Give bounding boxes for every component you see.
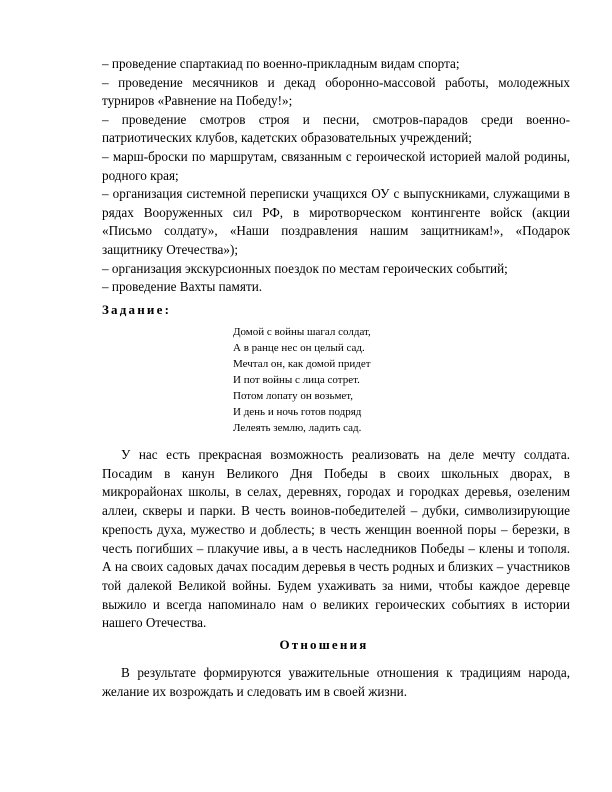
list-item: – проведение смотров строя и песни, смотров-парадов среди военно-патриотических клубов, кадетских образовательных учреждений; (102, 111, 570, 146)
list-item: – проведение спартакиад по военно-прикладным видам спорта; (102, 56, 460, 71)
poem-line: И пот войны с лица сотрет. (233, 374, 360, 386)
main-paragraph: У нас есть прекрасная возможность реализовать на деле мечту солдата. Посадим в канун Великого Дня Победы в своих школьных дворах, в микрорайонах школы, в селах, деревнях, городах и городках деревья, озеленим аллеи, скверы и парки. В честь воинов-победителей – дубки, символизирующие крепость духа, мужество и доблесть; в честь женщин военной поры – березки, в честь погибших – плакучие ивы, а в честь наследников Победы – клены и тополя. А на своих садовых дачах посадим деревья в честь родных и близких – участников той далекой Великой войны. Будем ухаживать за ними, чтобы каждое деревце выжило и всегда напоминало нам о великих героических событиях в истории нашего Отечества. (102, 447, 570, 631)
poem-line: Лелеять землю, ладить сад. (233, 422, 362, 434)
poem-line: Домой с войны шагал солдат, (233, 326, 371, 338)
list-item: – организация системной переписки учащихся ОУ с выпускниками, служащими в рядах Вооруженных сил РФ, в миротворческом контингенте войск (акции «Письмо солдату», «Наши поздравления нашим защитникам!», «Подарок защитнику Отечества»); (102, 186, 570, 257)
poem-line: И день и ночь готов подряд (233, 406, 362, 418)
task-heading: Задание: (102, 302, 172, 317)
activity-list (102, 55, 570, 297)
poem-line: А в ранце нес он целый сад. (233, 342, 365, 354)
poem-line: Потом лопату он возьмет, (233, 390, 354, 402)
poem (233, 324, 371, 436)
list-item: – проведение месячников и декад оборонно-массовой работы, молодежных турниров «Равнение на Победу!»; (102, 74, 570, 109)
relations-heading: Отношения (279, 637, 369, 652)
list-item: – марш-броски по маршрутам, связанным с героической историей малой родины, родного края; (102, 148, 570, 183)
list-item: – организация экскурсионных поездок по местам героических событий; (102, 260, 508, 276)
list-item: – проведение Вахты памяти. (102, 279, 263, 295)
poem-line: Мечтал он, как домой придет (233, 358, 371, 370)
relations-paragraph: В результате формируются уважительные отношения к традициям народа, желание их возрождать и следовать им в своей жизни. (102, 665, 570, 699)
